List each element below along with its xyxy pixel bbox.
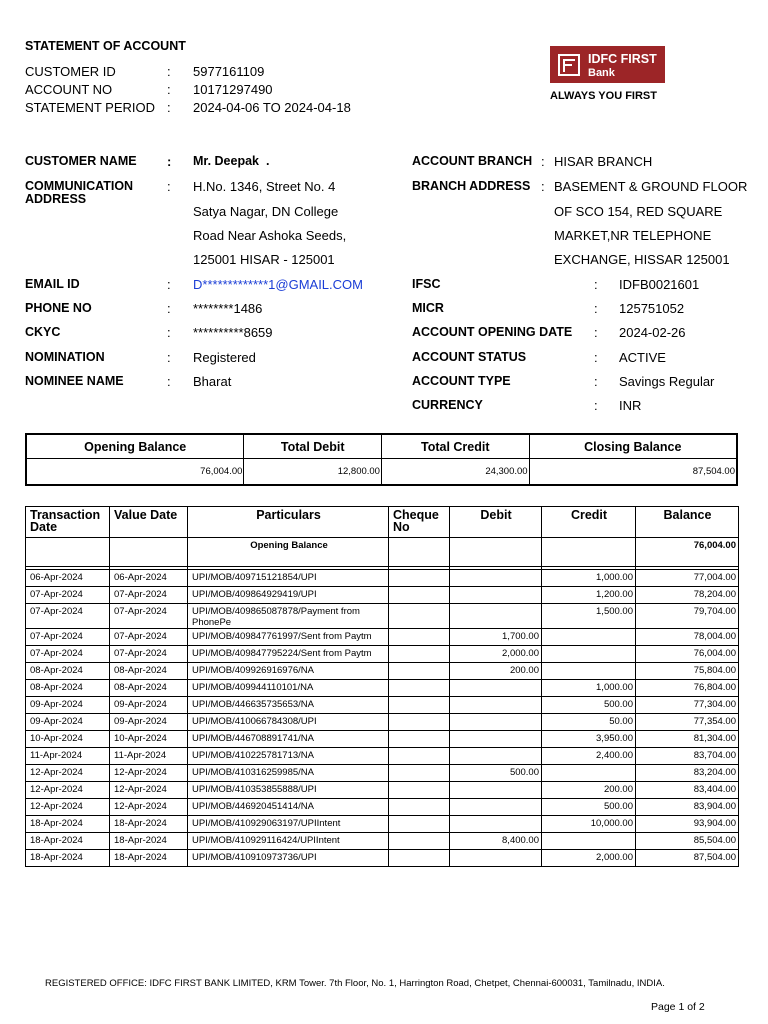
- branch-address-line-1: BASEMENT & GROUND FLOOR: [554, 179, 748, 194]
- table-row: [26, 680, 739, 697]
- cell-txn-date: 09-Apr-2024: [26, 714, 110, 731]
- cell-debit: [450, 680, 542, 697]
- cell-balance: 76,804.00: [636, 680, 739, 697]
- cell-cheque-no: [389, 782, 450, 799]
- cell-balance: 77,354.00: [636, 714, 739, 731]
- separator: :: [167, 100, 171, 115]
- cell-balance: 83,704.00: [636, 748, 739, 765]
- cell-cheque-no: [389, 850, 450, 867]
- nominee-value: Bharat: [193, 374, 232, 389]
- summary-header-debit: Total Debit: [244, 434, 382, 459]
- account-branch-label: ACCOUNT BRANCH: [412, 154, 533, 168]
- page-number: Page 1 of 2: [651, 1001, 705, 1013]
- statement-period-label: STATEMENT PERIOD: [25, 100, 156, 115]
- transactions-table: [25, 506, 739, 867]
- cell-value-date: 18-Apr-2024: [110, 833, 188, 850]
- opening-date-label: ACCOUNT OPENING DATE: [412, 325, 573, 339]
- cell-balance: 83,904.00: [636, 799, 739, 816]
- account-type-value: Savings Regular: [619, 374, 715, 389]
- separator: :: [541, 179, 545, 194]
- col-header-cheque-no: Cheque No: [389, 507, 450, 538]
- cell-debit: 500.00: [450, 765, 542, 782]
- bank-name-line2: Bank: [588, 67, 615, 79]
- cell-credit: 2,400.00: [542, 748, 636, 765]
- cell-debit: [450, 816, 542, 833]
- cell-debit: [450, 570, 542, 587]
- bank-logo-icon: [558, 54, 580, 76]
- cell-value-date: 11-Apr-2024: [110, 748, 188, 765]
- account-no-label: ACCOUNT NO: [25, 82, 113, 97]
- table-row: [26, 748, 739, 765]
- cell-value-date: 07-Apr-2024: [110, 646, 188, 663]
- cell-txn-date: 11-Apr-2024: [26, 748, 110, 765]
- cell-value-date: 07-Apr-2024: [110, 629, 188, 646]
- cell-particulars: UPI/MOB/410316259985/NA: [188, 765, 389, 782]
- account-branch-value: HISAR BRANCH: [554, 154, 653, 169]
- statement-period-value: 2024-04-06 TO 2024-04-18: [193, 100, 351, 115]
- micr-label: MICR: [412, 301, 444, 315]
- ckyc-value: **********8659: [193, 325, 273, 340]
- email-label: EMAIL ID: [25, 277, 80, 291]
- cell-balance: 75,804.00: [636, 663, 739, 680]
- cell-txn-date: 07-Apr-2024: [26, 646, 110, 663]
- opening-balance-value: 76,004.00: [636, 538, 739, 567]
- col-header-balance: Balance: [636, 507, 739, 538]
- ifsc-value: IDFB0021601: [619, 277, 700, 292]
- cell-debit: 2,000.00: [450, 646, 542, 663]
- cell-value-date: 08-Apr-2024: [110, 680, 188, 697]
- cell-debit: [450, 782, 542, 799]
- customer-name-label: CUSTOMER NAME: [25, 154, 137, 168]
- cell-debit: [450, 799, 542, 816]
- cell-credit: 2,000.00: [542, 850, 636, 867]
- table-row: [26, 570, 739, 587]
- cell-credit: 1,000.00: [542, 680, 636, 697]
- cell-txn-date: 09-Apr-2024: [26, 697, 110, 714]
- cell-cheque-no: [389, 833, 450, 850]
- cell-particulars: UPI/MOB/409847795224/Sent from Paytm: [188, 646, 389, 663]
- cell-credit: 10,000.00: [542, 816, 636, 833]
- table-row: [26, 731, 739, 748]
- cell-credit: 3,950.00: [542, 731, 636, 748]
- cell-credit: [542, 646, 636, 663]
- cell-credit: 500.00: [542, 697, 636, 714]
- cell-value-date: 10-Apr-2024: [110, 731, 188, 748]
- summary-closing-balance: 87,504.00: [529, 459, 737, 486]
- cell-particulars: UPI/MOB/409944110101/NA: [188, 680, 389, 697]
- currency-value: INR: [619, 398, 642, 413]
- cell-cheque-no: [389, 799, 450, 816]
- nomination-label: NOMINATION: [25, 350, 105, 364]
- cell-credit: 1,000.00: [542, 570, 636, 587]
- cell-value-date: 06-Apr-2024: [110, 570, 188, 587]
- address-line-2: Satya Nagar, DN College: [193, 204, 339, 219]
- cell-balance: 78,004.00: [636, 629, 739, 646]
- cell-particulars: UPI/MOB/409926916976/NA: [188, 663, 389, 680]
- cell-cheque-no: [389, 816, 450, 833]
- address-line-1: H.No. 1346, Street No. 4: [193, 179, 336, 194]
- table-row: [26, 604, 739, 629]
- cell-txn-date: 08-Apr-2024: [26, 680, 110, 697]
- separator: :: [541, 154, 545, 169]
- branch-address-line-4: EXCHANGE, HISSAR 125001: [554, 252, 730, 267]
- cell-cheque-no: [389, 663, 450, 680]
- cell-txn-date: 07-Apr-2024: [26, 604, 110, 629]
- table-row: [26, 799, 739, 816]
- cell-balance: 81,304.00: [636, 731, 739, 748]
- cell-cheque-no: [389, 587, 450, 604]
- registered-office: REGISTERED OFFICE: IDFC FIRST BANK LIMITED, KRM Tower. 7th Floor, No. 1, Harrington Road, Chetpet, Chennai-600031, Tamilnadu, INDIA.: [45, 978, 665, 989]
- cell-debit: 8,400.00: [450, 833, 542, 850]
- cell-credit: 1,500.00: [542, 604, 636, 629]
- table-row: [26, 714, 739, 731]
- cell-cheque-no: [389, 731, 450, 748]
- cell-cheque-no: [389, 714, 450, 731]
- separator: :: [594, 350, 598, 365]
- separator: :: [167, 325, 171, 340]
- address-label-line1: COMMUNICATION: [25, 179, 134, 193]
- cell-credit: 200.00: [542, 782, 636, 799]
- cell-cheque-no: [389, 680, 450, 697]
- currency-label: CURRENCY: [412, 398, 483, 412]
- cell-balance: 76,004.00: [636, 646, 739, 663]
- cell-cheque-no: [389, 646, 450, 663]
- cell-balance: 79,704.00: [636, 604, 739, 629]
- cell-balance: 93,904.00: [636, 816, 739, 833]
- cell-debit: [450, 587, 542, 604]
- separator: :: [167, 82, 171, 97]
- cell-txn-date: 10-Apr-2024: [26, 731, 110, 748]
- cell-txn-date: 18-Apr-2024: [26, 850, 110, 867]
- customer-id-label: CUSTOMER ID: [25, 64, 116, 79]
- phone-label: PHONE NO: [25, 301, 92, 315]
- nomination-value: Registered: [193, 350, 256, 365]
- cell-particulars: UPI/MOB/410225781713/NA: [188, 748, 389, 765]
- cell-debit: 1,700.00: [450, 629, 542, 646]
- cell-value-date: 18-Apr-2024: [110, 816, 188, 833]
- cell-particulars: UPI/MOB/409847761997/Sent from Paytm: [188, 629, 389, 646]
- account-status-value: ACTIVE: [619, 350, 666, 365]
- balance-summary-table: [25, 433, 738, 486]
- summary-header-closing: Closing Balance: [529, 434, 737, 459]
- ckyc-label: CKYC: [25, 325, 61, 339]
- cell-cheque-no: [389, 604, 450, 629]
- col-header-debit: Debit: [450, 507, 542, 538]
- separator: :: [594, 301, 598, 316]
- branch-address-line-3: MARKET,NR TELEPHONE: [554, 228, 712, 243]
- cell-debit: 200.00: [450, 663, 542, 680]
- cell-cheque-no: [389, 697, 450, 714]
- cell-cheque-no: [389, 765, 450, 782]
- cell-value-date: 09-Apr-2024: [110, 714, 188, 731]
- separator: :: [167, 154, 172, 169]
- bank-tagline: ALWAYS YOU FIRST: [550, 90, 657, 102]
- account-type-label: ACCOUNT TYPE: [412, 374, 511, 388]
- cell-cheque-no: [389, 748, 450, 765]
- cell-debit: [450, 604, 542, 629]
- cell-txn-date: 12-Apr-2024: [26, 799, 110, 816]
- col-header-value-date: Value Date: [110, 507, 188, 538]
- separator: :: [167, 64, 171, 79]
- cell-value-date: 12-Apr-2024: [110, 782, 188, 799]
- summary-total-credit: 24,300.00: [381, 459, 529, 486]
- cell-txn-date: 18-Apr-2024: [26, 833, 110, 850]
- separator: :: [594, 277, 598, 292]
- address-line-4: 125001 HISAR - 125001: [193, 252, 335, 267]
- cell-particulars: UPI/MOB/446920451414/NA: [188, 799, 389, 816]
- table-row: [26, 816, 739, 833]
- cell-balance: 77,304.00: [636, 697, 739, 714]
- customer-name-value: Mr. Deepak .: [193, 154, 270, 168]
- cell-txn-date: 07-Apr-2024: [26, 629, 110, 646]
- cell-debit: [450, 697, 542, 714]
- table-row: [26, 629, 739, 646]
- micr-value: 125751052: [619, 301, 685, 316]
- cell-credit: [542, 833, 636, 850]
- col-header-particulars: Particulars: [188, 507, 389, 538]
- cell-txn-date: 07-Apr-2024: [26, 587, 110, 604]
- cell-particulars: UPI/MOB/446635735653/NA: [188, 697, 389, 714]
- table-row: [26, 697, 739, 714]
- opening-balance-label: Opening Balance: [188, 538, 389, 567]
- separator: :: [594, 398, 598, 413]
- bank-name-line1: IDFC FIRST: [588, 52, 657, 66]
- cell-debit: [450, 714, 542, 731]
- cell-particulars: UPI/MOB/409864929419/UPI: [188, 587, 389, 604]
- cell-balance: 83,204.00: [636, 765, 739, 782]
- cell-particulars: UPI/MOB/409865087878/Payment from PhonePe: [188, 604, 389, 629]
- cell-value-date: 12-Apr-2024: [110, 799, 188, 816]
- cell-value-date: 07-Apr-2024: [110, 604, 188, 629]
- cell-credit: 1,200.00: [542, 587, 636, 604]
- col-header-credit: Credit: [542, 507, 636, 538]
- cell-particulars: UPI/MOB/410929063197/UPIIntent: [188, 816, 389, 833]
- separator: :: [167, 374, 171, 389]
- cell-value-date: 12-Apr-2024: [110, 765, 188, 782]
- cell-credit: 50.00: [542, 714, 636, 731]
- address-label-line2: ADDRESS: [25, 192, 87, 206]
- cell-value-date: 07-Apr-2024: [110, 587, 188, 604]
- cell-value-date: 09-Apr-2024: [110, 697, 188, 714]
- opening-balance-row: [26, 538, 739, 567]
- cell-credit: 500.00: [542, 799, 636, 816]
- account-status-label: ACCOUNT STATUS: [412, 350, 527, 364]
- opening-date-value: 2024-02-26: [619, 325, 686, 340]
- cell-value-date: 08-Apr-2024: [110, 663, 188, 680]
- cell-balance: 87,504.00: [636, 850, 739, 867]
- cell-balance: 83,404.00: [636, 782, 739, 799]
- cell-debit: [450, 748, 542, 765]
- cell-particulars: UPI/MOB/410353855888/UPI: [188, 782, 389, 799]
- cell-cheque-no: [389, 629, 450, 646]
- cell-particulars: UPI/MOB/410929116424/UPIIntent: [188, 833, 389, 850]
- cell-particulars: UPI/MOB/409715121854/UPI: [188, 570, 389, 587]
- cell-balance: 85,504.00: [636, 833, 739, 850]
- branch-address-line-2: OF SCO 154, RED SQUARE: [554, 204, 723, 219]
- table-row: [26, 782, 739, 799]
- cell-balance: 77,004.00: [636, 570, 739, 587]
- table-row: [26, 587, 739, 604]
- col-header-transaction-date: Transaction Date: [26, 507, 110, 538]
- separator: :: [167, 350, 171, 365]
- cell-credit: [542, 629, 636, 646]
- customer-id-value: 5977161109: [193, 64, 265, 79]
- separator: :: [167, 179, 171, 194]
- summary-total-debit: 12,800.00: [244, 459, 382, 486]
- summary-opening-balance: 76,004.00: [26, 459, 244, 486]
- separator: :: [594, 374, 598, 389]
- separator: :: [594, 325, 598, 340]
- summary-header-credit: Total Credit: [381, 434, 529, 459]
- cell-txn-date: 06-Apr-2024: [26, 570, 110, 587]
- table-row: [26, 850, 739, 867]
- separator: :: [167, 301, 171, 316]
- cell-particulars: UPI/MOB/446708891741/NA: [188, 731, 389, 748]
- ifsc-label: IFSC: [412, 277, 441, 291]
- cell-balance: 78,204.00: [636, 587, 739, 604]
- cell-txn-date: 18-Apr-2024: [26, 816, 110, 833]
- table-row: [26, 663, 739, 680]
- address-line-3: Road Near Ashoka Seeds,: [193, 228, 347, 243]
- table-row: [26, 833, 739, 850]
- table-row: [26, 646, 739, 663]
- cell-particulars: UPI/MOB/410910973736/UPI: [188, 850, 389, 867]
- nominee-label: NOMINEE NAME: [25, 374, 124, 388]
- cell-debit: [450, 731, 542, 748]
- cell-txn-date: 08-Apr-2024: [26, 663, 110, 680]
- bank-logo: [550, 46, 665, 83]
- table-row: [26, 765, 739, 782]
- branch-address-label: BRANCH ADDRESS: [412, 179, 531, 193]
- cell-txn-date: 12-Apr-2024: [26, 782, 110, 799]
- summary-header-opening: Opening Balance: [26, 434, 244, 459]
- separator: :: [167, 277, 171, 292]
- cell-cheque-no: [389, 570, 450, 587]
- cell-txn-date: 12-Apr-2024: [26, 765, 110, 782]
- cell-credit: [542, 765, 636, 782]
- cell-credit: [542, 663, 636, 680]
- cell-value-date: 18-Apr-2024: [110, 850, 188, 867]
- account-no-value: 10171297490: [193, 82, 273, 97]
- phone-value: ********1486: [193, 301, 263, 316]
- cell-debit: [450, 850, 542, 867]
- email-link[interactable]: D*************1@GMAIL.COM: [193, 277, 363, 292]
- statement-title: STATEMENT OF ACCOUNT: [25, 39, 186, 53]
- cell-particulars: UPI/MOB/410066784308/UPI: [188, 714, 389, 731]
